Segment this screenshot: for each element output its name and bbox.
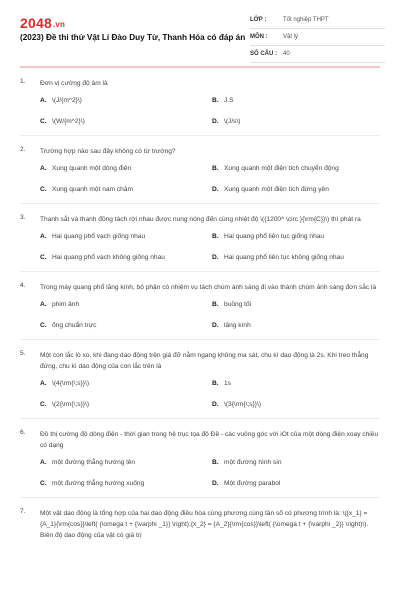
option-letter: A. (40, 165, 47, 172)
question-text: Đồ thị cường độ dòng điện - thời gian trong hệ trục tọa độ Đề - các vuông góc với iOt của một dòng điện xoay chiều có dạng (40, 431, 379, 449)
meta-label: MÔN : (250, 34, 268, 40)
meta-row-count (250, 46, 385, 63)
option-c[interactable] (40, 480, 212, 487)
option-grid (40, 380, 380, 408)
option-a[interactable] (40, 165, 212, 172)
question-divider (20, 339, 380, 340)
option-letter: B. (212, 459, 219, 466)
option-letter: B. (212, 165, 219, 172)
option-b[interactable] (212, 380, 384, 387)
option-c[interactable] (40, 254, 212, 261)
question-list (0, 78, 400, 541)
option-a[interactable] (40, 97, 212, 104)
option-text: một đường thẳng hướng lên (52, 459, 136, 466)
question-1 (0, 78, 400, 125)
option-d[interactable] (212, 322, 384, 329)
option-b[interactable] (212, 233, 384, 240)
question-3 (0, 214, 400, 261)
option-letter: C. (40, 254, 47, 261)
option-text: buồng tối (224, 301, 252, 308)
option-letter: A. (40, 301, 47, 308)
question-number: 4. (20, 282, 26, 289)
question-number: 6. (20, 429, 26, 436)
option-text: lăng kính (224, 322, 251, 329)
option-letter: A. (40, 233, 47, 240)
option-text: phim ảnh (52, 301, 80, 308)
brand-logo[interactable] (20, 15, 65, 31)
option-b[interactable] (212, 165, 384, 172)
meta-value: Vật lý (283, 34, 299, 40)
meta-row-class (250, 12, 385, 29)
option-letter: D. (212, 118, 219, 125)
meta-label: LỚP : (250, 17, 267, 23)
option-letter: B. (212, 97, 219, 104)
question-number: 7. (20, 508, 26, 515)
header (0, 0, 400, 70)
option-d[interactable] (212, 186, 384, 193)
question-divider (20, 271, 380, 272)
option-text: \(4{\rm{\;s}}\) (52, 380, 90, 387)
option-text: \(2{\rm{\;s}}\) (52, 401, 90, 408)
question-number: 5. (20, 350, 26, 357)
meta-value: 40 (283, 51, 290, 57)
option-letter: A. (40, 459, 47, 466)
option-text: một đường hình sin (224, 459, 282, 466)
option-d[interactable] (212, 254, 384, 261)
meta-label: SỐ CÂU : (250, 51, 277, 57)
question-text: Trường hợp nào sau đây không có từ trường? (40, 148, 176, 155)
option-c[interactable] (40, 186, 212, 193)
question-5 (0, 350, 400, 408)
question-text: Trong máy quang phổ lăng kính, bộ phận có nhiệm vụ tách chùm ánh sáng đi vào thành chùm ánh sáng đơn sắc là (40, 284, 377, 291)
option-letter: C. (40, 322, 47, 329)
option-letter: C. (40, 186, 47, 193)
option-d[interactable] (212, 118, 384, 125)
option-d[interactable] (212, 401, 384, 408)
option-grid (40, 165, 380, 193)
option-text: Xung quanh một dòng điện (52, 165, 132, 172)
option-text: Hai quang phổ liên tục giống nhau (224, 233, 325, 240)
option-text: 1s (224, 380, 231, 387)
option-letter: D. (212, 254, 219, 261)
question-divider (20, 497, 380, 498)
option-c[interactable] (40, 118, 212, 125)
option-c[interactable] (40, 322, 212, 329)
option-text: Hai quang phổ vạch không giống nhau (52, 254, 165, 261)
option-text: \(W/{m^2}\) (52, 118, 85, 125)
option-text: Hai quang phổ liên tục không giống nhau (224, 254, 344, 261)
option-a[interactable] (40, 380, 212, 387)
question-divider (20, 418, 380, 419)
question-2 (0, 146, 400, 193)
option-text: \(J/{m^2}\) (52, 97, 82, 104)
option-letter: A. (40, 97, 47, 104)
question-text: Một con lắc lò xo, khi đang dao động trên giá đỡ nằm ngang không ma sát, chu kì dao động là 2s. Khi treo thẳng đứng, chu kì dao động của con lắc trên là (40, 352, 369, 370)
option-letter: D. (212, 322, 219, 329)
meta-row-subject (250, 29, 385, 46)
option-letter: C. (40, 480, 47, 487)
option-a[interactable] (40, 233, 212, 240)
question-divider (20, 203, 380, 204)
option-text: Xung quanh một nam châm (52, 186, 134, 193)
option-d[interactable] (212, 480, 384, 487)
question-number: 2. (20, 146, 26, 153)
option-letter: C. (40, 118, 47, 125)
option-grid (40, 301, 380, 329)
option-text: Một đường parabol (224, 480, 281, 487)
question-number: 1. (20, 78, 26, 85)
option-c[interactable] (40, 401, 212, 408)
question-6 (0, 429, 400, 487)
exam-meta (250, 12, 385, 63)
question-text: Thanh sắt và thanh đồng tách rời nhau được nung nóng đến cùng nhiệt độ \({1200^ \circ }{\rm{C}}\) thì phát ra (40, 216, 361, 223)
header-divider (20, 66, 380, 68)
option-letter: B. (212, 380, 219, 387)
option-grid (40, 97, 380, 125)
question-number: 3. (20, 214, 26, 221)
question-7 (0, 508, 400, 541)
meta-value: Tốt nghiệp THPT (283, 17, 329, 23)
option-letter: D. (212, 186, 219, 193)
option-grid (40, 459, 380, 487)
brand-name: 2048 (20, 15, 52, 31)
option-a[interactable] (40, 301, 212, 308)
option-text: Xung quanh một điện tích chuyển động (224, 165, 339, 172)
option-b[interactable] (212, 97, 384, 104)
option-text: Hai quang phổ vạch giống nhau (52, 233, 146, 240)
option-grid (40, 233, 380, 261)
question-text: Đơn vị cường độ âm là (40, 80, 108, 87)
option-text: \(J/s\) (224, 118, 241, 125)
option-letter: B. (212, 301, 219, 308)
option-letter: A. (40, 380, 47, 387)
option-text: J.S (224, 97, 234, 104)
option-letter: D. (212, 401, 219, 408)
question-4 (0, 282, 400, 329)
option-letter: D. (212, 480, 219, 487)
option-letter: C. (40, 401, 47, 408)
question-divider (20, 135, 380, 136)
option-text: ống chuẩn trực (52, 322, 97, 329)
option-text: một đường thẳng hướng xuống (52, 480, 145, 487)
option-letter: B. (212, 233, 219, 240)
brand-suffix: .vn (52, 20, 66, 29)
option-text: Xung quanh một điện tích đứng yên (224, 186, 329, 193)
option-b[interactable] (212, 301, 384, 308)
option-text: \(3{\rm{\;s}}\) (224, 401, 262, 408)
question-text: Một vật dao động là tổng hợp của hai dao động điều hòa cùng phương cùng tần số có phương trình là: \({x_1} = {A_1}{\rm{cos}}\left( {\omega t + {\varphi _1}} \right);{x_2} = {A_2}{\rm{cos}}\left( {\omega t + {\varphi _2}} \right)\). Biên độ dao động của vật có giá trị (40, 510, 369, 539)
exam-title: (2023) Đề thi thử Vật Lí Đào Duy Từ, Thanh Hóa có đáp án (20, 33, 246, 42)
option-b[interactable] (212, 459, 384, 466)
option-a[interactable] (40, 459, 212, 466)
